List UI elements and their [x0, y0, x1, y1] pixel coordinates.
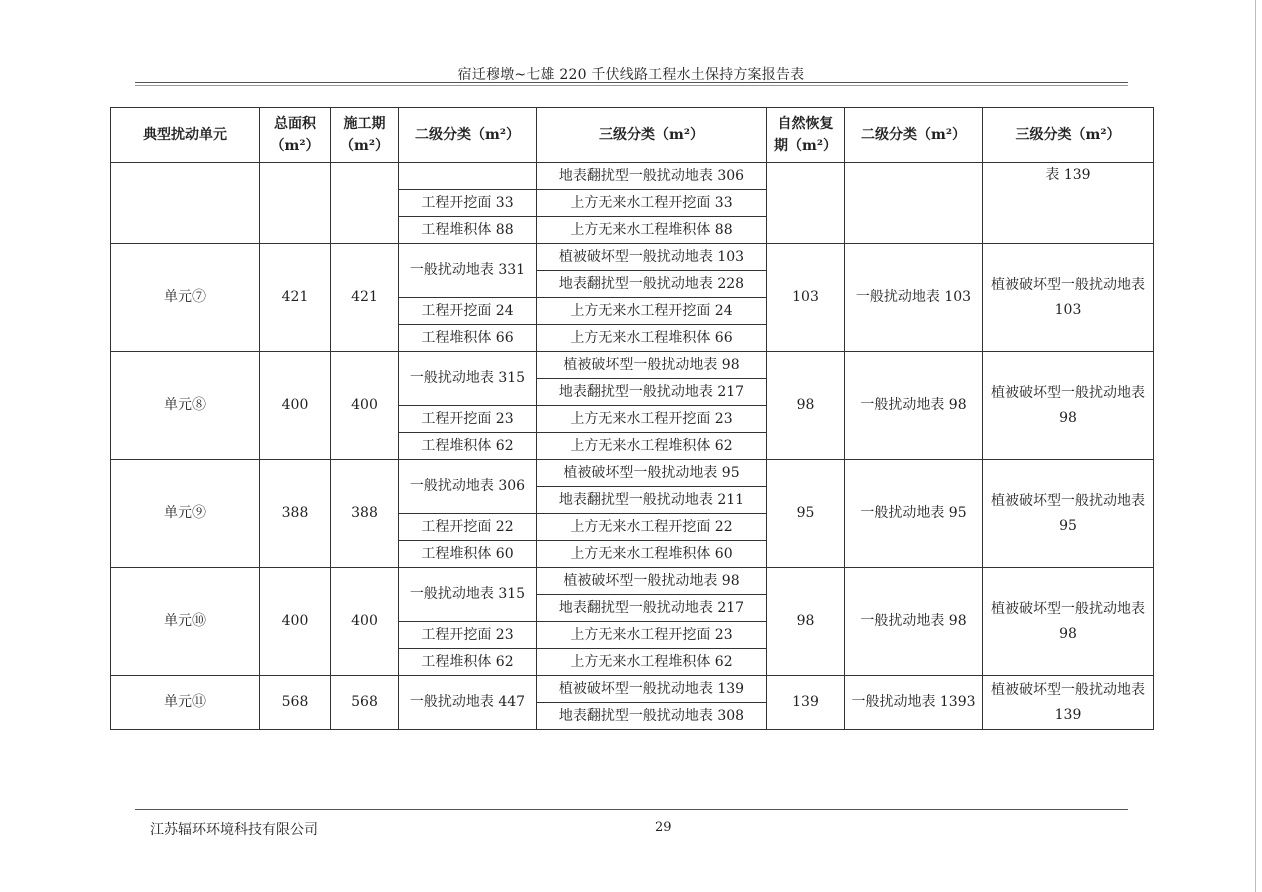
- natural-level2-cell: 一般扰动地表 98: [845, 352, 983, 460]
- level2-cell: 一般扰动地表 315: [399, 352, 537, 406]
- level2-cell: 工程开挖面 23: [399, 622, 537, 649]
- natural-level2-cell: 一般扰动地表 98: [845, 568, 983, 676]
- level2-cell: 工程堆积体 60: [399, 541, 537, 568]
- level2-cell: 工程开挖面 33: [399, 190, 537, 217]
- soil-conservation-table: [110, 107, 1154, 730]
- unit-name-cell: 单元⑧: [111, 352, 260, 460]
- table-row: [111, 163, 1154, 190]
- cont-level2-cell: [399, 163, 537, 190]
- level3-cell: 上方无来水工程堆积体 66: [537, 325, 767, 352]
- table-row: [111, 352, 1154, 379]
- level3-cell: 植被破坏型一般扰动地表 98: [537, 352, 767, 379]
- level3-cell: 植被破坏型一般扰动地表 95: [537, 460, 767, 487]
- level2-cell: 一般扰动地表 306: [399, 460, 537, 514]
- natural-level3-cell: 表 139: [983, 163, 1154, 244]
- unit-name-cell: 单元⑪: [111, 676, 260, 730]
- level2-cell: 一般扰动地表 331: [399, 244, 537, 298]
- construction-area-cell: 568: [331, 676, 399, 730]
- level3-cell: 地表翻扰型一般扰动地表 211: [537, 487, 767, 514]
- cont-natural-cell: [767, 163, 845, 244]
- level3-cell: 上方无来水工程开挖面 23: [537, 622, 767, 649]
- natural-level3-cell: 植被破坏型一般扰动地表 98: [983, 352, 1154, 460]
- cont-total-cell: [260, 163, 331, 244]
- page-number: 29: [655, 820, 672, 835]
- level3-cell: 地表翻扰型一般扰动地表 306: [537, 163, 767, 190]
- natural-level3-cell: 植被破坏型一般扰动地表 139: [983, 676, 1154, 730]
- header-natural-recovery: 自然恢复 期（m²）: [767, 108, 845, 163]
- natural-level2-cell: 一般扰动地表 95: [845, 460, 983, 568]
- level3-cell: 地表翻扰型一般扰动地表 308: [537, 703, 767, 730]
- level3-cell: 上方无来水工程开挖面 24: [537, 298, 767, 325]
- level3-cell: 地表翻扰型一般扰动地表 228: [537, 271, 767, 298]
- level2-cell: 工程开挖面 22: [399, 514, 537, 541]
- table-row: [111, 244, 1154, 271]
- natural-level3-cell: 植被破坏型一般扰动地表 98: [983, 568, 1154, 676]
- natural-level3-cell: 植被破坏型一般扰动地表 103: [983, 244, 1154, 352]
- level3-cell: 上方无来水工程堆积体 60: [537, 541, 767, 568]
- natural-level2-cell: 一般扰动地表 1393: [845, 676, 983, 730]
- level3-cell: 植被破坏型一般扰动地表 103: [537, 244, 767, 271]
- header-rule-secondary: [135, 85, 1128, 86]
- unit-name-cell: 单元⑩: [111, 568, 260, 676]
- table-row: [111, 460, 1154, 487]
- unit-name-cell: 单元⑨: [111, 460, 260, 568]
- unit-name-cell: 单元⑦: [111, 244, 260, 352]
- level2-cell: 工程堆积体 88: [399, 217, 537, 244]
- level3-cell: 上方无来水工程开挖面 33: [537, 190, 767, 217]
- level3-cell: 上方无来水工程堆积体 62: [537, 433, 767, 460]
- header-level3: 三级分类（m²）: [537, 108, 767, 163]
- table-header-row: [111, 108, 1154, 163]
- table-row: [111, 676, 1154, 703]
- level3-cell: 地表翻扰型一般扰动地表 217: [537, 595, 767, 622]
- construction-area-cell: 400: [331, 568, 399, 676]
- natural-area-cell: 139: [767, 676, 845, 730]
- header-total-area: 总面积 （m²）: [260, 108, 331, 163]
- footer-company: 江苏辐环环境科技有限公司: [150, 822, 318, 838]
- level2-cell: 工程堆积体 62: [399, 433, 537, 460]
- level3-cell: 上方无来水工程开挖面 23: [537, 406, 767, 433]
- total-area-cell: 400: [260, 568, 331, 676]
- header-level2: 二级分类（m²）: [399, 108, 537, 163]
- level3-cell: 地表翻扰型一般扰动地表 217: [537, 379, 767, 406]
- level2-cell: 一般扰动地表 447: [399, 676, 537, 730]
- level2-cell: 一般扰动地表 315: [399, 568, 537, 622]
- level3-cell: 上方无来水工程堆积体 62: [537, 649, 767, 676]
- header-rule: [135, 82, 1128, 83]
- natural-level2-cell: 一般扰动地表 103: [845, 244, 983, 352]
- cont-natural-level2-cell: [845, 163, 983, 244]
- construction-area-cell: 388: [331, 460, 399, 568]
- table-row: [111, 568, 1154, 595]
- total-area-cell: 400: [260, 352, 331, 460]
- header-natural-level2: 二级分类（m²）: [845, 108, 983, 163]
- level2-cell: 工程堆积体 66: [399, 325, 537, 352]
- construction-area-cell: 421: [331, 244, 399, 352]
- total-area-cell: 568: [260, 676, 331, 730]
- header-unit: 典型扰动单元: [111, 108, 260, 163]
- total-area-cell: 421: [260, 244, 331, 352]
- natural-area-cell: 98: [767, 568, 845, 676]
- cont-unit-cell: [111, 163, 260, 244]
- running-header: 宿迁穆墩~七雄 220 千伏线路工程水土保持方案报告表: [457, 67, 805, 83]
- natural-level3-cell: 植被破坏型一般扰动地表 95: [983, 460, 1154, 568]
- natural-area-cell: 95: [767, 460, 845, 568]
- construction-area-cell: 400: [331, 352, 399, 460]
- level3-cell: 植被破坏型一般扰动地表 139: [537, 676, 767, 703]
- total-area-cell: 388: [260, 460, 331, 568]
- natural-area-cell: 103: [767, 244, 845, 352]
- level2-cell: 工程堆积体 62: [399, 649, 537, 676]
- page-edge: [1255, 0, 1256, 892]
- footer-rule: [135, 809, 1128, 810]
- natural-area-cell: 98: [767, 352, 845, 460]
- header-construction: 施工期 （m²）: [331, 108, 399, 163]
- level3-cell: 上方无来水工程开挖面 22: [537, 514, 767, 541]
- level3-cell: 上方无来水工程堆积体 88: [537, 217, 767, 244]
- level3-cell: 植被破坏型一般扰动地表 98: [537, 568, 767, 595]
- level2-cell: 工程开挖面 23: [399, 406, 537, 433]
- header-natural-level3: 三级分类（m²）: [983, 108, 1154, 163]
- cont-construction-cell: [331, 163, 399, 244]
- level2-cell: 工程开挖面 24: [399, 298, 537, 325]
